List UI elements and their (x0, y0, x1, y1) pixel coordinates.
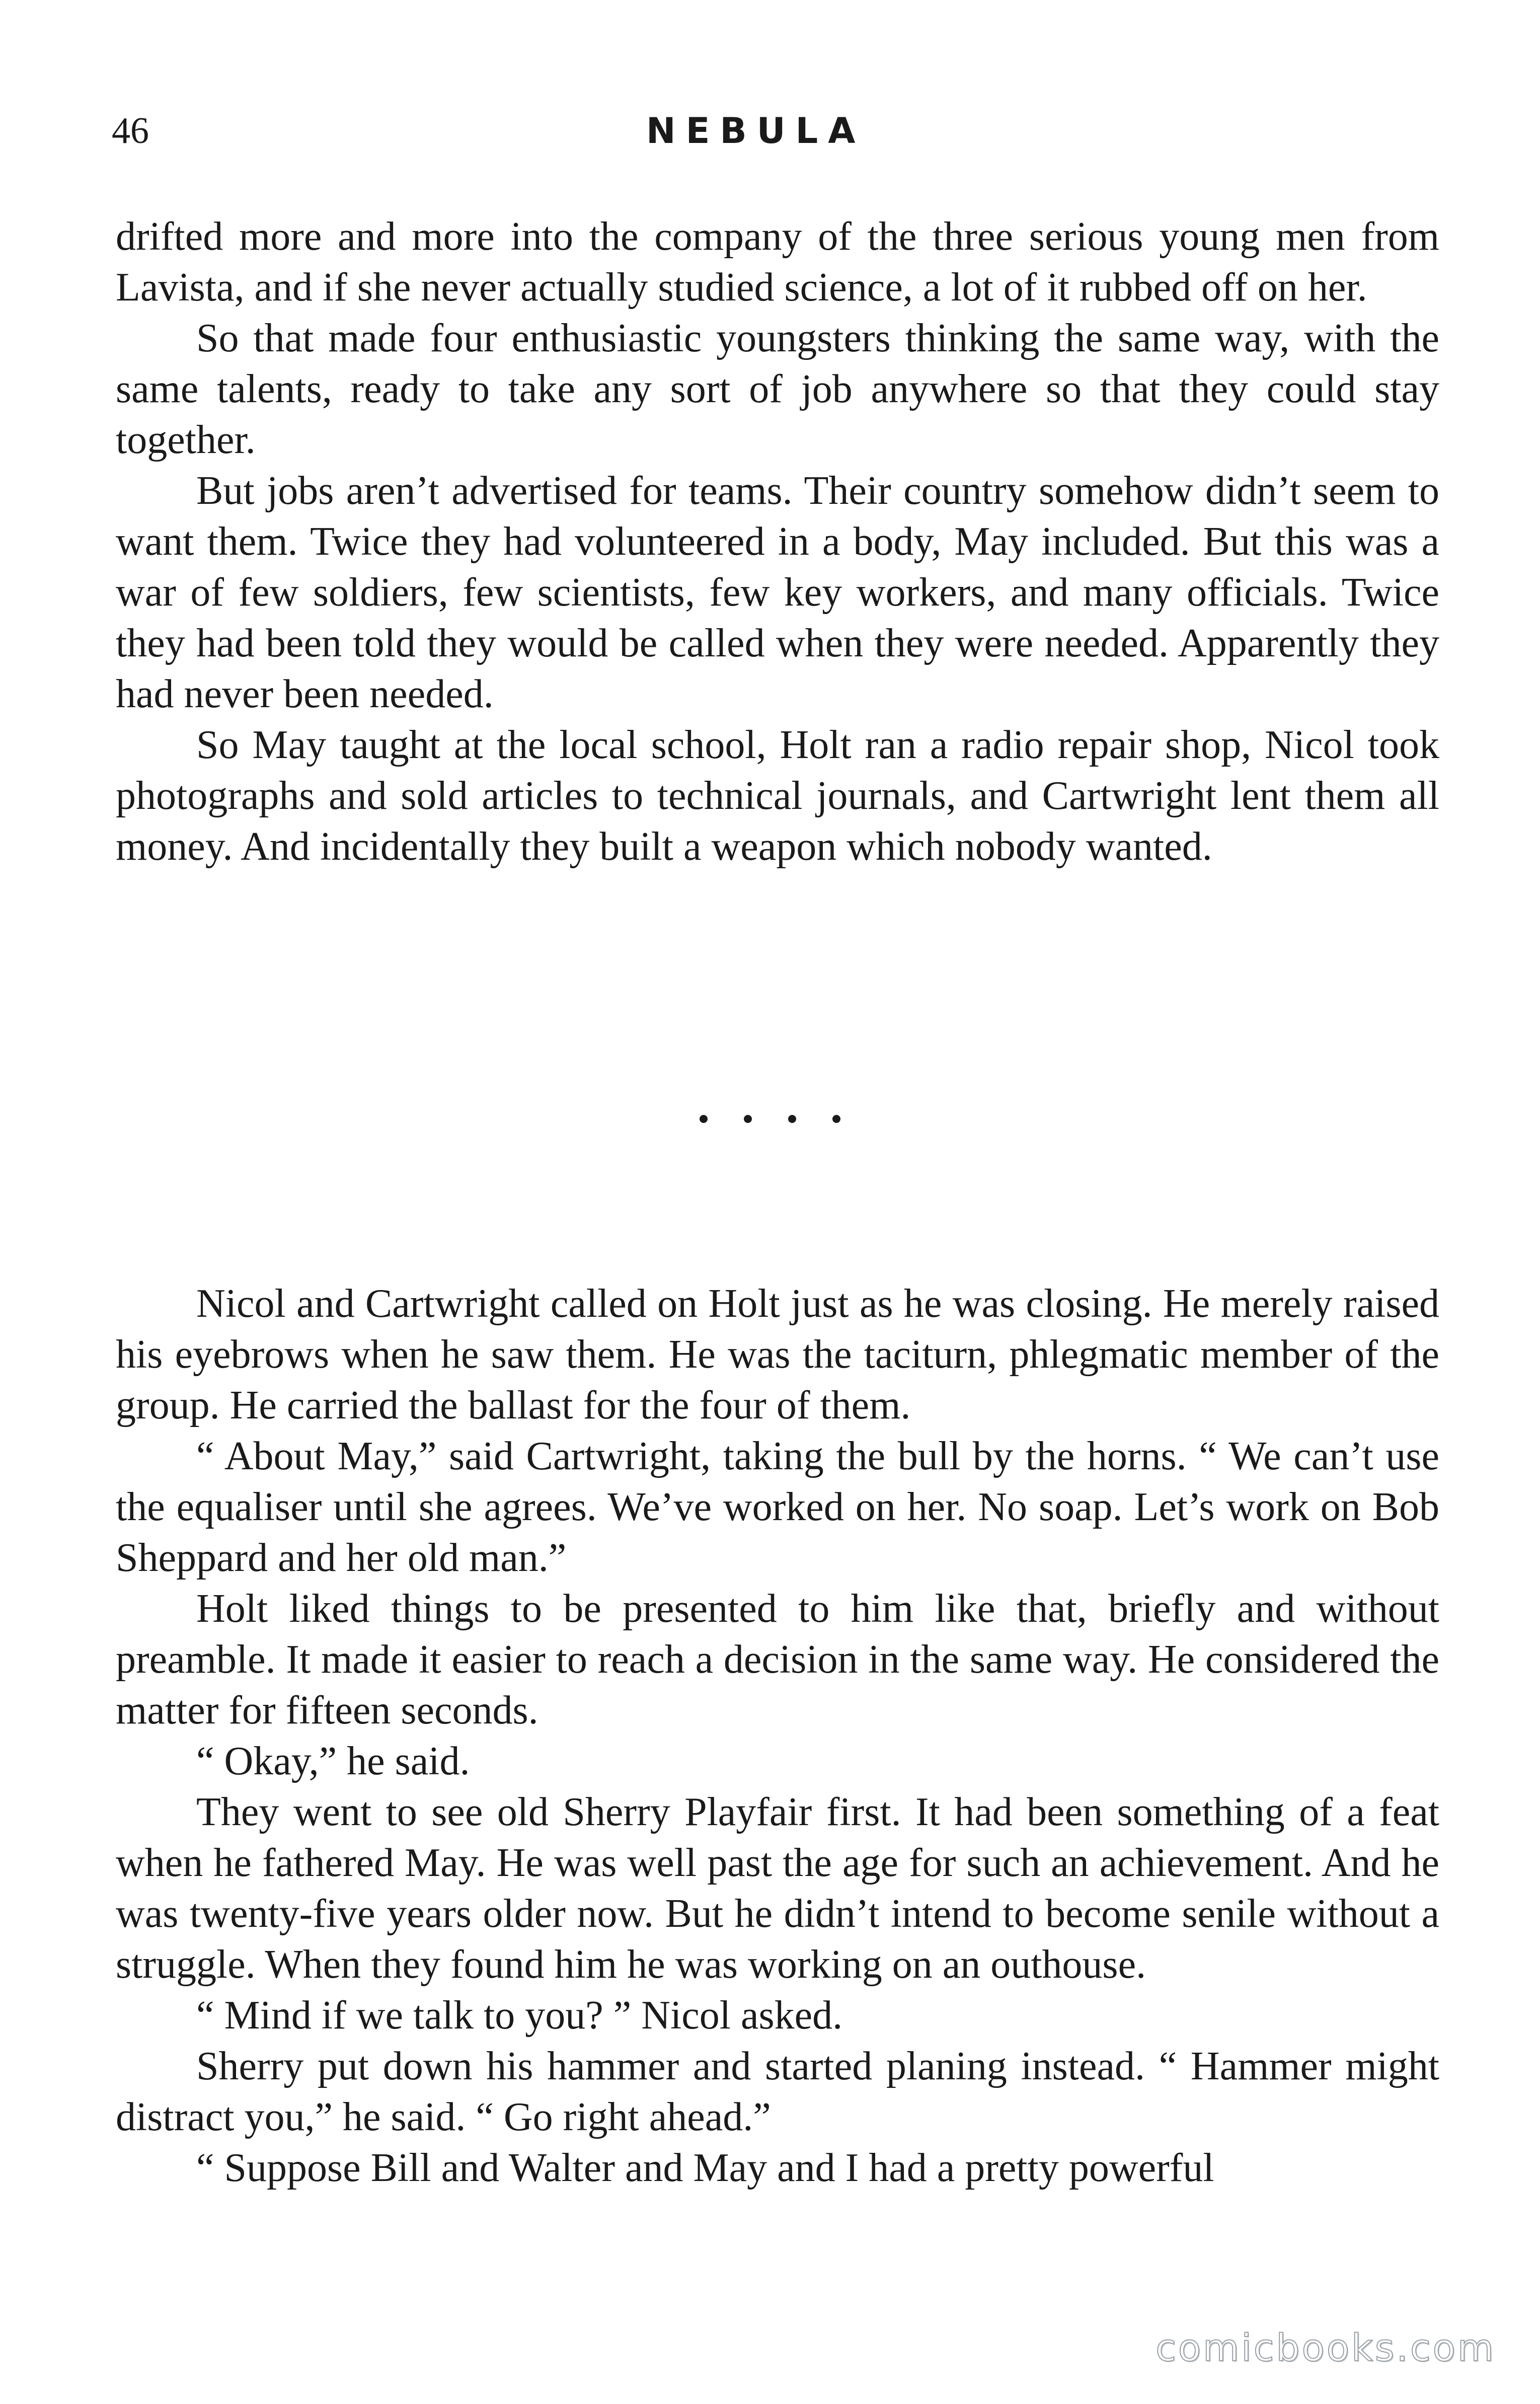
section-break (0, 1115, 1540, 1155)
watermark: comicbooks.com (1156, 2326, 1496, 2370)
section-break-dot (700, 1115, 708, 1123)
paragraph: “ Okay,” he said. (196, 1739, 470, 1783)
page-header (112, 103, 1440, 159)
text-section-2 (116, 1279, 1439, 2194)
section-break-dot (788, 1115, 796, 1123)
paragraph: Sherry put down his hammer and started planing instead. “ Hammer might distract you,” he said. “ Go right ahead.” (116, 2044, 1439, 2139)
paragraph: “ Mind if we talk to you? ” Nicol asked. (196, 1993, 843, 2038)
section-break-dot (832, 1115, 840, 1123)
paragraph: Nicol and Cartwright called on Holt just as he was closing. He merely raised his eyebrows when he saw them. He was the taciturn, phlegmatic member of the group. He carried the ballast for the four of them. (116, 1282, 1439, 1428)
text-section-1 (116, 211, 1439, 872)
paragraph: “ Suppose Bill and Walter and May and I had a pretty powerful (196, 2146, 1214, 2190)
paragraph: So May taught at the local school, Holt ran a radio repair shop, Nicol took photographs and sold articles to technical journals, and Cartwright lent them all money. And incidentally they built a weapon which nobody wanted. (116, 723, 1439, 869)
running-title: NEBULA (646, 110, 866, 152)
section-break-dot (744, 1115, 752, 1123)
paragraph: Holt liked things to be presented to him like that, briefly and without preamble. It made it easier to reach a decision in the same way. He considered the matter for fifteen seconds. (116, 1587, 1439, 1733)
paragraph: So that made four enthusiastic youngsters thinking the same way, with the same talents, ready to take any sort of job anywhere so that they could stay together. (116, 316, 1439, 462)
page-number: 46 (112, 110, 149, 152)
paragraph: But jobs aren’t advertised for teams. Their country somehow didn’t seem to want them. Twice they had volunteered in a body, May included. But this was a war of few soldiers, few scientists, few key workers, and many officials. Twice they had been told they would be called when they were needed. Apparently they had never been needed. (116, 469, 1439, 716)
paragraph: drifted more and more into the company of the three serious young men from Lavista, and if she never actually studied science, a lot of it rubbed off on her. (116, 214, 1439, 310)
paragraph: They went to see old Sherry Playfair first. It had been something of a feat when he fathered May. He was well past the age for such an achievement. And he was twenty-five years older now. But he didn’t intend to become senile without a struggle. When they found him he was working on an outhouse. (116, 1790, 1439, 1987)
paragraph: “ About May,” said Cartwright, taking the bull by the horns. “ We can’t use the equaliser until she agrees. We’ve worked on her. No soap. Let’s work on Bob Sheppard and her old man.” (116, 1434, 1439, 1580)
